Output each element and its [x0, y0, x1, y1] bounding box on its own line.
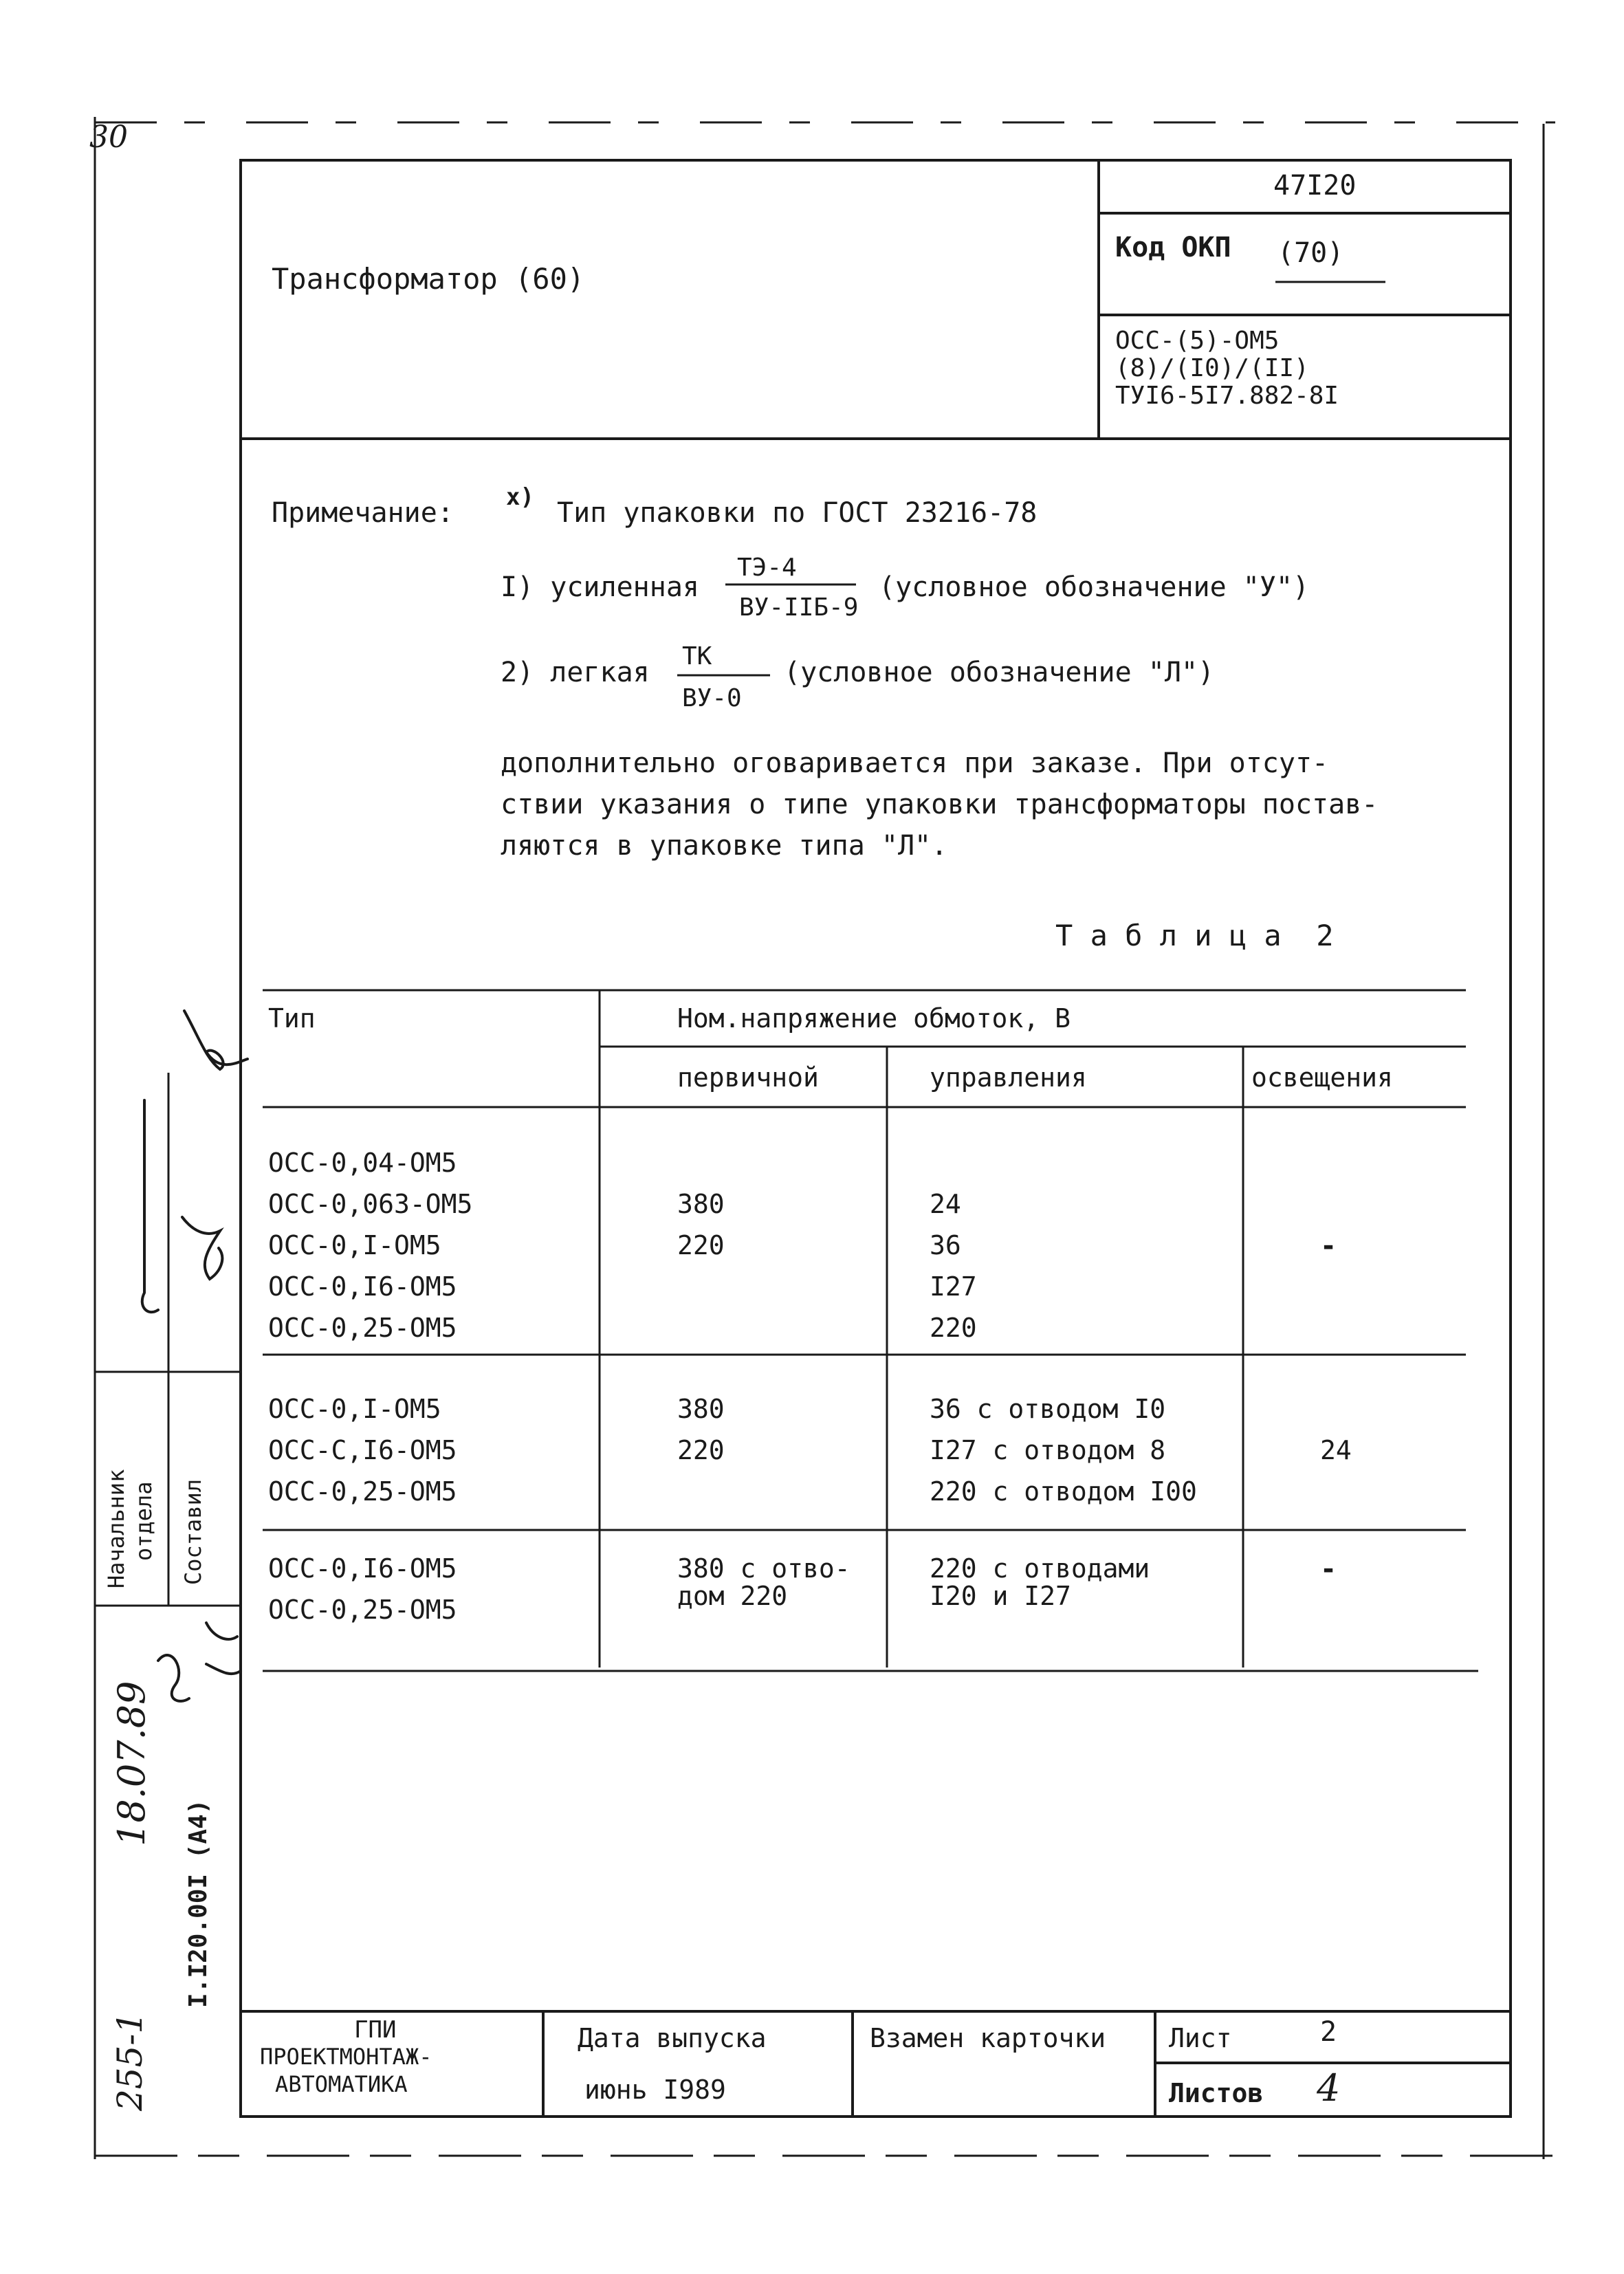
org-line-3: АВТОМАТИКА	[275, 2071, 408, 2097]
author-label: Составил	[180, 1478, 206, 1585]
table-row-type: ОСС-0,063-ОМ5	[268, 1189, 473, 1219]
note-item1-num: ТЭ-4	[737, 554, 797, 582]
col-control-header: управления	[930, 1062, 1087, 1093]
form-code: I.I20.00I (A4)	[184, 1799, 212, 2008]
head-label-2: отдела	[131, 1481, 157, 1561]
signature-author	[182, 1217, 222, 1279]
signature-small	[206, 1623, 241, 1674]
table-cell-primary: 380	[677, 1394, 725, 1424]
note-item2-suffix: (условное обозначение "Л")	[784, 657, 1215, 688]
code-number: 47I20	[1273, 170, 1357, 201]
note-item2-prefix: 2) легкая	[501, 657, 650, 688]
table-row-type: ОСС-С,I6-ОМ5	[268, 1435, 457, 1465]
signature-top	[184, 1011, 248, 1069]
table-cell-primary: дом 220	[677, 1581, 788, 1611]
table-caption: Т а б л и ц а 2	[1055, 919, 1334, 952]
note-line1: Тип упаковки по ГОСТ 23216-78	[557, 497, 1038, 529]
table-cell-control: 36	[930, 1230, 961, 1260]
table-row-type: ОСС-0,I-ОМ5	[268, 1230, 441, 1260]
table-row-type: ОСС-0,04-ОМ5	[268, 1148, 457, 1178]
table-cell-primary: 220	[677, 1230, 725, 1260]
table-cell-control: 220 с отводом I00	[930, 1476, 1197, 1507]
note-marker: x)	[506, 483, 534, 511]
header-title: Трансформатор (60)	[272, 262, 585, 296]
designation-line-3: ТУI6-5I7.882-8I	[1115, 382, 1339, 410]
note-paragraph-line-3: ляются в упаковке типа "Л".	[501, 830, 948, 862]
org-line-1: ГПИ	[354, 2016, 397, 2044]
note-paragraph-line-2: ствии указания о типе упаковки трансформаторы постав-	[501, 789, 1379, 820]
note-item1-suffix: (условное обозначение "У")	[879, 571, 1310, 603]
table-cell-lighting: 24	[1320, 1435, 1352, 1465]
sheets-value: 4	[1317, 2066, 1341, 2110]
table-cell-control: I27 с отводом 8	[930, 1435, 1166, 1465]
table-row-type: ОСС-0,25-ОМ5	[268, 1595, 457, 1625]
table-cell-lighting: -	[1320, 1230, 1337, 1262]
sheets-label: Листов	[1169, 2078, 1264, 2108]
table-row-type: ОСС-0,I-ОМ5	[268, 1394, 441, 1424]
table-row-type: ОСС-0,25-ОМ5	[268, 1313, 457, 1343]
okp-value: (70)	[1277, 237, 1344, 269]
table-cell-primary: 380	[677, 1189, 725, 1219]
sheet-value: 2	[1320, 2016, 1337, 2048]
sheet-label: Лист	[1169, 2023, 1232, 2053]
signature-head	[142, 1100, 158, 1312]
table-row-type: ОСС-0,I6-ОМ5	[268, 1271, 457, 1302]
table-cell-primary: 380 с отво-	[677, 1553, 851, 1584]
col-primary-header: первичной	[677, 1062, 819, 1093]
release-date: июнь I989	[584, 2075, 726, 2105]
note-item2-den: ВУ-0	[682, 684, 742, 712]
col-type-header: Тип	[268, 1003, 316, 1034]
table-cell-control: 24	[930, 1189, 961, 1219]
note-item1-prefix: I) усиленная	[501, 571, 699, 603]
okp-label: Код ОКП	[1115, 232, 1231, 263]
archive-number: 255-1	[110, 2011, 150, 2111]
note-paragraph-line-1: дополнительно оговаривается при заказе. При отсут-	[501, 747, 1329, 779]
note-item2-num: ТК	[682, 642, 712, 670]
replace-label: Взамен карточки	[870, 2023, 1106, 2053]
table-cell-control: I27	[930, 1271, 977, 1302]
release-label: Дата выпуска	[578, 2023, 767, 2053]
table-cell-control: I20 и I27	[930, 1581, 1071, 1611]
note-label: Примечание:	[272, 497, 454, 529]
table-row-type: ОСС-0,25-ОМ5	[268, 1476, 457, 1507]
table-cell-control: 220 с отводами	[930, 1553, 1150, 1584]
col-lighting-header: освещения	[1251, 1062, 1393, 1093]
handwritten-date: 18.07.89	[110, 1681, 153, 1846]
table-cell-lighting: -	[1320, 1553, 1337, 1585]
signature-date	[158, 1655, 189, 1701]
table-cell-control: 36 с отводом I0	[930, 1394, 1166, 1424]
org-line-2: ПРОЕКТМОНТАЖ-	[260, 2044, 432, 2070]
designation-line-2: (8)/(I0)/(II)	[1115, 354, 1309, 382]
table-cell-primary: 220	[677, 1435, 725, 1465]
head-label-1: Начальник	[103, 1469, 129, 1588]
note-item1-den: ВУ-IIБ-9	[739, 593, 859, 622]
col-voltage-header: Ном.напряжение обмоток, В	[677, 1003, 1071, 1034]
table-row-type: ОСС-0,I6-ОМ5	[268, 1553, 457, 1584]
table-cell-control: 220	[930, 1313, 977, 1343]
corner-number: 30	[89, 120, 128, 155]
designation-line-1: ОСС-(5)-ОМ5	[1115, 327, 1280, 355]
